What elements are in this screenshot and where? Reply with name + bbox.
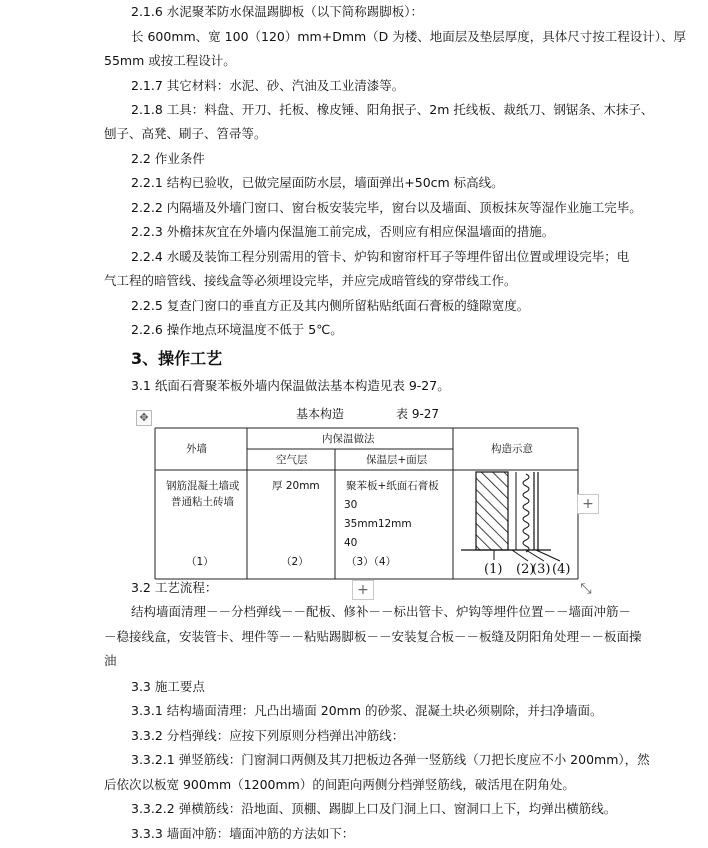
index-label: （3）（4）: [346, 556, 397, 568]
paragraph: 2.2.4 水暖及装饰工程分别需用的管卡、炉钩和窗帘杆耳子等埋件留出位置或埋设完毕；电: [131, 249, 630, 264]
layer-text: 聚苯板+纸面石膏板: [346, 480, 439, 492]
paragraph: 3.3.1 结构墙面清理：凡凸出墙面 20mm 的砂浆、混凝土块必须剔除，并扫净墙面。: [131, 703, 603, 718]
table-resize-handle[interactable]: ⤡: [580, 581, 592, 597]
paragraph: －稳接线盒，安装管卡、埋件等－－粘贴踢脚板－－安装复合板－－板缝及阴阳角处理－－板面操: [104, 629, 642, 644]
table-move-handle[interactable]: ✥: [136, 410, 152, 426]
paragraph: 2.1.6 水泥聚苯防水保温踢脚板（以下简称踢脚板）：: [131, 4, 424, 19]
paragraph: 后依次以板宽 900mm（1200mm）的间距向两侧分档弹竖筋线，破活甩在阴角处。: [104, 777, 575, 792]
paragraph: 长 600mm、宽 100（120）mm+Dmm（D 为楼、地面层及垫层厚度，具体尺寸按工程设计）、厚: [131, 29, 687, 44]
diagram-label-3: (3): [532, 562, 551, 577]
layer-text: 35mm12mm: [344, 518, 412, 530]
paragraph: 3.3.3 墙面冲筋：墙面冲筋的方法如下：: [131, 826, 355, 841]
table-number: 表 9-27: [396, 407, 440, 421]
paragraph: 2.2.6 操作地点环境温度不低于 5℃。: [131, 322, 343, 337]
add-column-button[interactable]: +: [577, 494, 599, 514]
diagram-label-2: (2): [516, 562, 535, 577]
paragraph: 2.2.2 内隔墙及外墙门窗口、窗台板安装完毕，窗台以及墙面、顶板抹灰等湿作业施工完毕。: [131, 200, 642, 215]
paragraph: 3.2 工艺流程：: [131, 580, 218, 595]
paragraph: 2.2.3 外檐抹灰宜在外墙内保温施工前完成，否则应有相应保温墙面的措施。: [131, 224, 555, 239]
header-inner-insulation: 内保温做法: [322, 433, 375, 445]
paragraph: 55mm 或按工程设计。: [104, 53, 236, 68]
paragraph: 3.3 施工要点: [131, 679, 205, 694]
paragraph: 2.2.5 复查门窗口的垂直方正及其内侧所留粘贴纸面石膏板的缝隙宽度。: [131, 298, 530, 313]
paragraph: 2.2 作业条件: [131, 151, 205, 166]
paragraph: 2.1.7 其它材料：水泥、砂、汽油及工业清漆等。: [131, 78, 405, 93]
paragraph: 3.3.2 分档弹线：应按下列原则分档弹出冲筋线：: [131, 728, 405, 743]
index-label: （1）: [186, 556, 214, 568]
paragraph: 2.2.1 结构已验收，已做完屋面防水层，墙面弹出+50cm 标高线。: [131, 175, 504, 190]
diagram-label-4: (4): [552, 562, 571, 577]
header-insulation-layer: 保温层+面层: [366, 454, 428, 466]
construction-diagram: [456, 470, 576, 578]
diagram-label-1: (1): [484, 562, 503, 577]
add-row-button[interactable]: +: [352, 580, 374, 600]
paragraph: 油: [104, 653, 117, 668]
section-heading: 3、操作工艺: [131, 349, 223, 368]
outer-wall-text: 普通粘土砖墙: [171, 496, 234, 508]
layer-text: 30: [344, 499, 358, 511]
paragraph: 结构墙面清理－－分档弹线－－配板、修补－－标出管卡、炉钩等埋件位置－－墙面冲筋－: [131, 604, 632, 619]
header-outer-wall: 外墙: [186, 443, 207, 455]
layer-text: 40: [344, 537, 358, 549]
outer-wall-text: 钢筋混凝土墙或: [166, 480, 240, 492]
paragraph: 3.3.2.1 弹竖筋线：门窗洞口两侧及其刀把板边各弹一竖筋线（刀把长度应不小 200mm），然: [131, 752, 650, 767]
paragraph: 刨子、高凳、刷子、笤帚等。: [104, 126, 267, 141]
header-diagram: 构造示意: [491, 443, 533, 455]
paragraph: 2.1.8 工具：料盘、开刀、托板、橡皮锤、阳角抿子、2m 托线板、裁纸刀、钢锯条、木抹子、: [131, 102, 654, 117]
paragraph: 3.3.2.2 弹横筋线：沿地面、顶棚、踢脚上口及门洞上口、窗洞口上下，均弹出横筋线。: [131, 801, 617, 816]
index-label: （2）: [281, 556, 309, 568]
header-air-layer: 空气层: [276, 454, 308, 466]
air-layer-value: 厚 20mm: [272, 480, 320, 492]
paragraph: 气工程的暗管线、接线盒等必须埋设完毕，并应完成暗管线的穿带线工作。: [104, 273, 517, 288]
table-title: 基本构造: [296, 407, 345, 421]
paragraph: 3.1 纸面石膏聚苯板外墙内保温做法基本构造见表 9-27。: [131, 378, 450, 393]
